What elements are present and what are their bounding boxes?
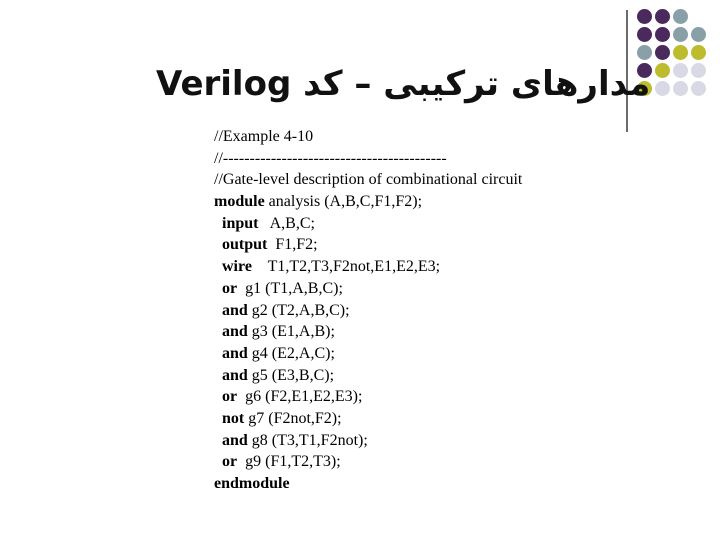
code-keyword: module xyxy=(214,193,265,211)
code-keyword: or xyxy=(214,279,238,297)
code-text: g7 (F2not,F2); xyxy=(244,409,342,427)
code-keyword: and xyxy=(214,366,248,384)
title-latin: Verilog xyxy=(156,64,292,104)
decorative-dot xyxy=(691,63,706,78)
code-keyword: and xyxy=(214,323,248,341)
code-text: g2 (T2,A,B,C); xyxy=(247,301,350,319)
code-keyword: output xyxy=(214,236,268,254)
code-line xyxy=(214,148,522,170)
code-line xyxy=(214,473,522,495)
code-block xyxy=(214,126,522,495)
code-text: g1 (T1,A,B,C); xyxy=(237,279,343,297)
decorative-dot xyxy=(673,9,688,24)
code-text: g9 (F1,T2,T3); xyxy=(237,453,341,471)
code-line xyxy=(214,300,522,322)
code-keyword: and xyxy=(214,344,248,362)
decorative-dot xyxy=(637,9,652,24)
code-text: A,B,C; xyxy=(258,214,315,232)
decorative-dot xyxy=(655,63,670,78)
code-text: //------------------------------------------ xyxy=(214,149,447,167)
decorative-dot xyxy=(655,81,670,96)
code-keyword: and xyxy=(214,301,248,319)
code-line xyxy=(214,256,522,278)
decorative-dot xyxy=(673,27,688,42)
code-line xyxy=(214,321,522,343)
code-line xyxy=(214,169,522,191)
decorative-dot xyxy=(655,45,670,60)
code-line xyxy=(214,234,522,256)
code-keyword: or xyxy=(214,388,238,406)
code-keyword: input xyxy=(214,214,259,232)
code-text: //Gate-level description of combinational circuit xyxy=(214,171,523,189)
title-persian: مدارهای ترکیبی – کد xyxy=(303,64,651,104)
decorative-dot xyxy=(655,9,670,24)
code-keyword: and xyxy=(214,431,248,449)
decorative-dot xyxy=(691,9,706,24)
decorative-dot xyxy=(691,27,706,42)
code-text: T1,T2,T3,F2not,E1,E2,E3; xyxy=(251,258,441,276)
code-keyword: not xyxy=(214,409,245,427)
code-line xyxy=(214,386,522,408)
decorative-dot xyxy=(691,45,706,60)
code-line xyxy=(214,191,522,213)
code-line xyxy=(214,430,522,452)
decorative-dot xyxy=(637,45,652,60)
code-line xyxy=(214,408,522,430)
code-keyword: wire xyxy=(214,258,252,276)
code-text: F1,F2; xyxy=(267,236,318,254)
decorative-dot xyxy=(673,81,688,96)
slide-title xyxy=(156,64,651,104)
code-text: g4 (E2,A,C); xyxy=(247,344,335,362)
decorative-dot xyxy=(637,27,652,42)
decorative-dot xyxy=(673,63,688,78)
code-line xyxy=(214,126,522,148)
decorative-dot xyxy=(673,45,688,60)
decorative-dot xyxy=(691,81,706,96)
code-text: //Example 4-10 xyxy=(214,128,314,145)
code-keyword: endmodule xyxy=(214,475,290,492)
code-text: analysis (A,B,C,F1,F2); xyxy=(264,193,423,211)
code-line xyxy=(214,365,522,387)
code-text: g5 (E3,B,C); xyxy=(247,366,335,384)
code-line xyxy=(214,213,522,235)
code-keyword: or xyxy=(214,453,238,471)
code-line xyxy=(214,343,522,365)
decorative-dot xyxy=(655,27,670,42)
code-text: g6 (F2,E1,E2,E3); xyxy=(237,388,363,406)
code-text: g3 (E1,A,B); xyxy=(247,323,335,341)
code-line xyxy=(214,451,522,473)
code-text: g8 (T3,T1,F2not); xyxy=(247,431,368,449)
code-line xyxy=(214,278,522,300)
